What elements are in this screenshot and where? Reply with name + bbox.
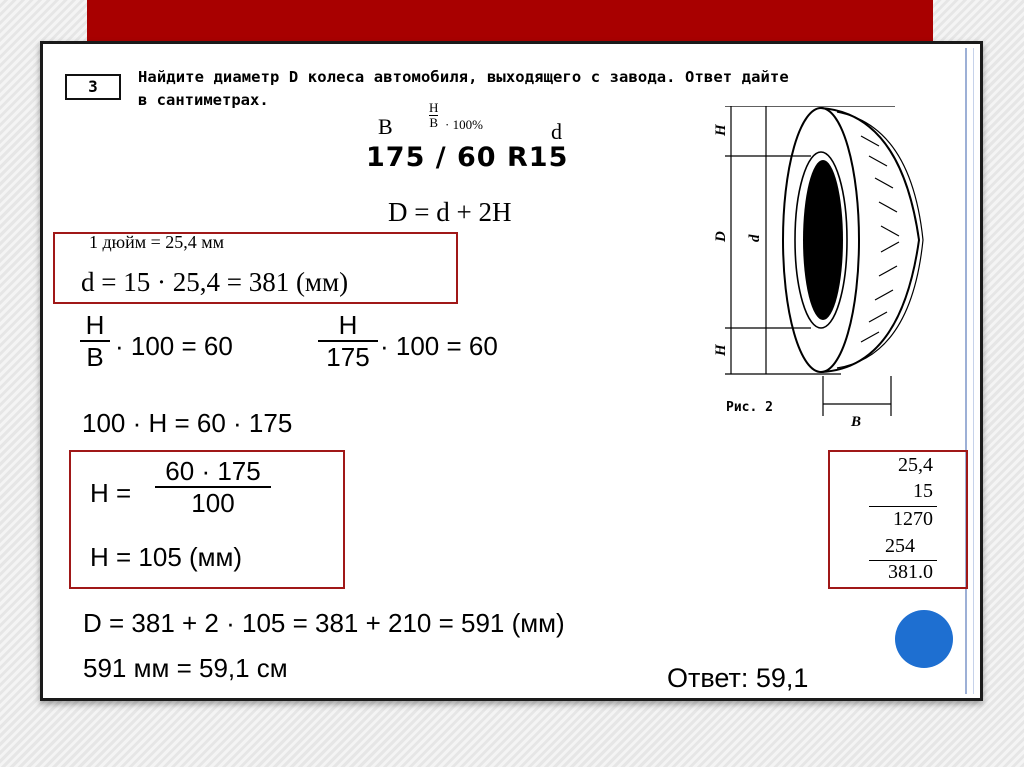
aspect-ratio-fraction	[429, 101, 438, 130]
ratio-fraction-1-den: B	[80, 340, 110, 372]
figure-label-d: d	[747, 234, 763, 242]
tire-size-marking: 175 / 60 R15	[366, 142, 569, 173]
task-text-line-2: в сантиметрах.	[138, 91, 269, 109]
figure-label-H-top: H	[713, 124, 729, 136]
aspect-ratio-percent: · 100%	[445, 117, 483, 132]
rim-diameter-label: d	[551, 119, 562, 144]
ratio-fraction-2	[318, 310, 378, 372]
figure-label-B: B	[851, 414, 862, 426]
title-bar	[87, 0, 933, 42]
ratio-fraction-1-num: H	[85, 310, 105, 340]
diameter-calculation: D = 381 + 2 · 105 = 381 + 210 = 591 (мм)	[83, 608, 565, 638]
ratio-equation-2: · 100 = 60	[380, 331, 498, 361]
mini-fraction-den: B	[429, 115, 439, 130]
rim-diameter-calculation: d = 15 · 25,4 = 381 (мм)	[81, 267, 349, 297]
inch-definition: 1 дюйм = 25,4 мм	[89, 232, 225, 252]
mini-fraction-num: H	[429, 100, 439, 115]
ratio-fraction-2-den: 175	[318, 340, 378, 372]
height-result: H = 105 (мм)	[90, 542, 243, 572]
multiplication-factor-1: 25,4	[898, 454, 933, 476]
multiplication-result: 381.0	[888, 561, 933, 583]
multiplication-rule-1	[869, 506, 937, 507]
ratio-fraction-2-num: H	[338, 310, 358, 340]
tire-rim-hole	[803, 160, 843, 320]
answer: Ответ: 59,1	[667, 663, 809, 693]
multiplication-factor-2: 15	[913, 480, 933, 502]
figure-caption: Рис. 2	[726, 400, 773, 415]
height-label: H =	[90, 478, 132, 508]
figure-label-D: D	[713, 231, 729, 242]
slide-edge-decoration	[965, 48, 974, 694]
task-number: 3	[65, 74, 121, 100]
ratio-fraction-1	[80, 310, 110, 372]
unit-conversion: 591 мм = 59,1 см	[83, 653, 288, 683]
ratio-equation-1: · 100 = 60	[115, 331, 233, 361]
tire-width-label: B	[378, 114, 393, 139]
ratio-equation-3: 100 · H = 60 · 175	[82, 408, 293, 438]
tire-tread-pattern	[861, 136, 899, 342]
partial-product-1: 1270	[893, 508, 933, 530]
figure-label-H-bottom: H	[713, 344, 729, 356]
partial-product-2: 254	[885, 535, 915, 557]
navigation-dot[interactable]	[895, 610, 953, 668]
height-fraction-den: 100	[155, 486, 271, 518]
task-text-line-1: Найдите диаметр D колеса автомобиля, выходящего с завода. Ответ дайте	[138, 68, 789, 86]
tire-diagram	[711, 106, 951, 426]
height-fraction-num: 60 · 175	[165, 456, 261, 486]
diameter-formula: D = d + 2H	[388, 197, 512, 227]
slide	[40, 41, 983, 701]
height-fraction	[155, 456, 271, 518]
